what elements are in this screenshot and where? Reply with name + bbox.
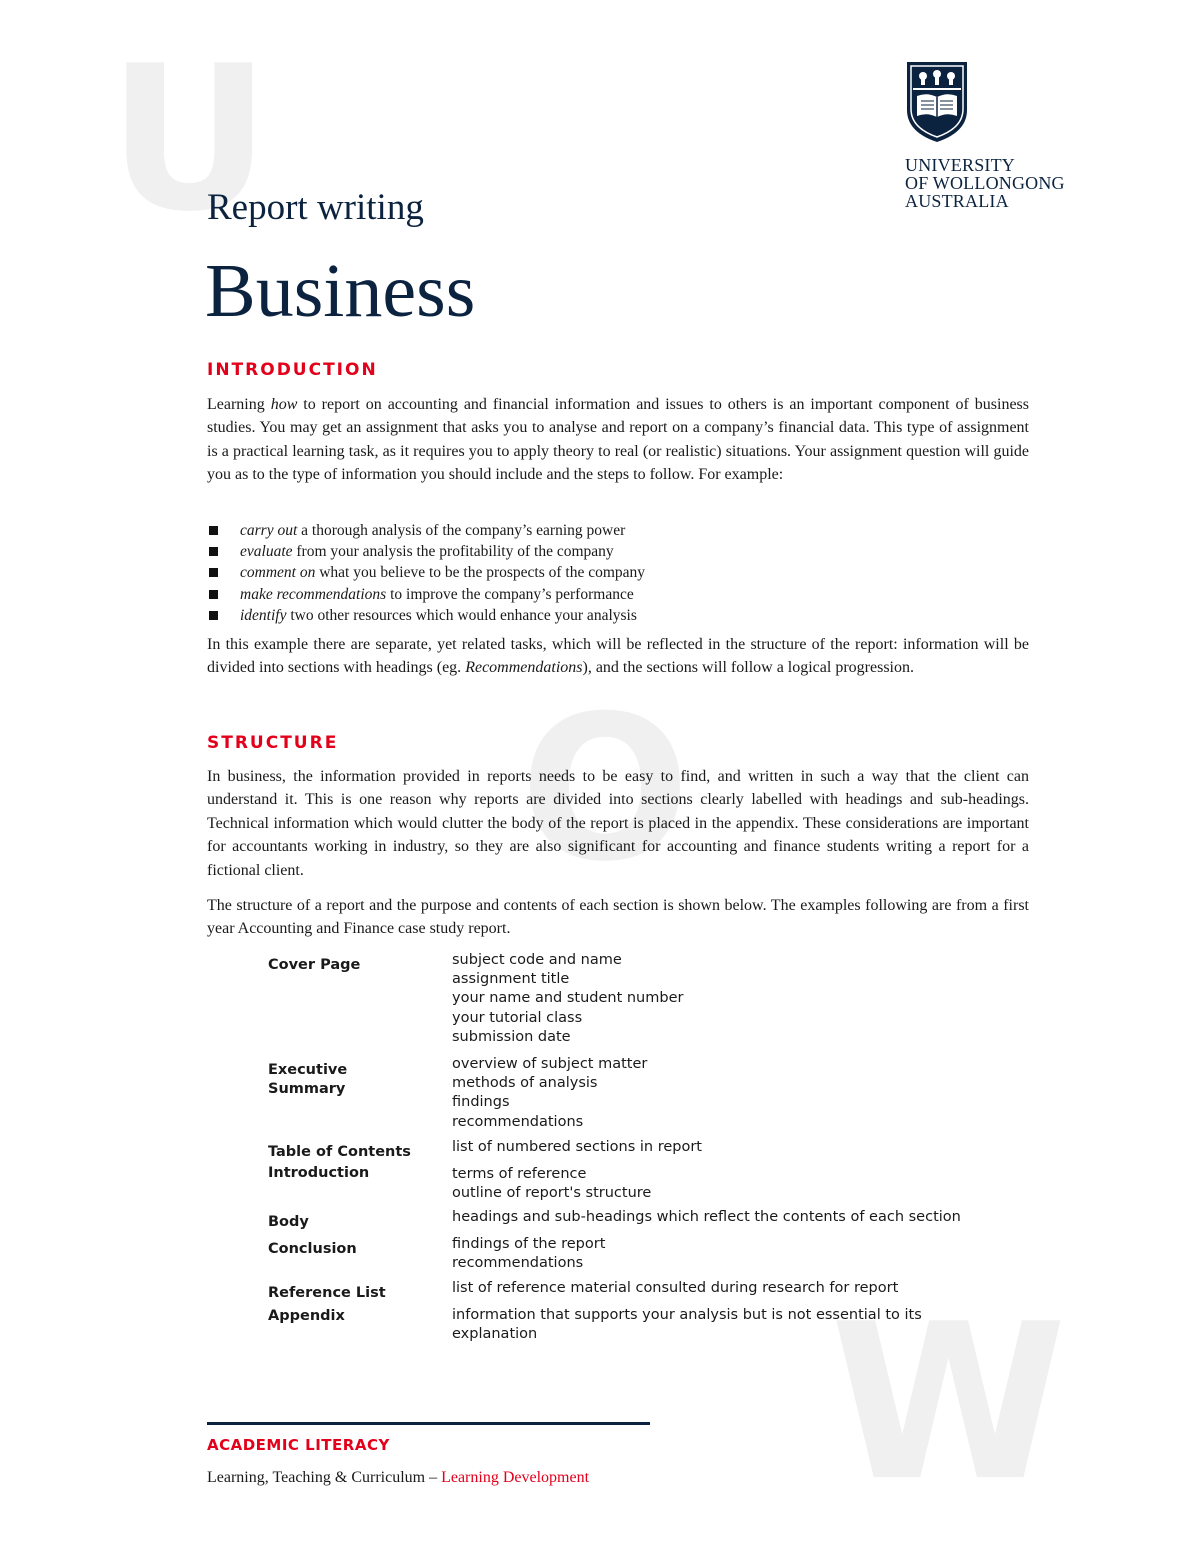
- logo-line-3: AUSTRALIA: [905, 191, 1009, 211]
- list-item: identify two other resources which would enhance your analysis: [207, 605, 645, 626]
- structure-row-introduction: [268, 1165, 988, 1203]
- structure-row-executive-summary: [268, 1055, 988, 1132]
- list-item: carry out a thorough analysis of the company’s earning power: [207, 520, 645, 541]
- structure-paragraph: In business, the information provided in reports needs to be easy to find, and written in such a way that the client can understand it. This is one reason why reports are divided into sections clearly labelled with headings and sub-headings. Technical information which would clutter the body of the report is placed in the appendix. These considerations are important for accountants working in industry, so they are also significant for accounting and finance students writing a report for a fictional client.: [207, 768, 1029, 879]
- section-term: Appendix: [268, 1307, 345, 1324]
- section-description: list of reference material consulted during research for report: [452, 1279, 899, 1296]
- square-bullet-icon: [209, 568, 218, 577]
- footer-department: Learning, Teaching & Curriculum – Learning Development: [207, 1469, 590, 1486]
- section-term: Introduction: [268, 1164, 370, 1181]
- section-term: Cover Page: [268, 957, 361, 973]
- list-item: make recommendations to improve the company’s performance: [207, 584, 645, 605]
- square-bullet-icon: [209, 526, 218, 535]
- section-description: terms of reference outline of report's structure: [452, 1165, 652, 1202]
- section-description: overview of subject matter methods of analysis findings recommendations: [452, 1056, 648, 1130]
- page-subtitle: Report writing: [207, 187, 424, 228]
- university-logo: [905, 60, 1065, 210]
- page-title: Business: [205, 249, 476, 333]
- section-description: information that supports your analysis but is not essential to its explanation: [452, 1306, 922, 1342]
- square-bullet-icon: [209, 590, 218, 599]
- square-bullet-icon: [209, 611, 218, 620]
- structure-row-body: [268, 1208, 988, 1230]
- logo-line-1: UNIVERSITY: [905, 155, 1015, 175]
- section-description: list of numbered sections in report: [452, 1138, 702, 1155]
- structure-row-conclusion: [268, 1235, 988, 1273]
- introduction-paragraph-2: In this example there are separate, yet related tasks, which will be reflected in the structure of the report: information will be divided into sections with headings (eg. Recommendations), and the sections will follow a logical progression.: [207, 636, 1029, 677]
- section-term: Reference List: [268, 1284, 386, 1301]
- watermark-o: O: [520, 673, 691, 906]
- section-term: Conclusion: [268, 1241, 357, 1258]
- example-task-list: [207, 520, 645, 626]
- structure-row-table-of-contents: [268, 1138, 988, 1160]
- report-structure-table: [268, 951, 988, 1344]
- square-bullet-icon: [209, 547, 218, 556]
- structure-heading: STRUCTURE: [207, 733, 339, 753]
- watermark-w: W: [830, 1277, 1068, 1528]
- structure-row-reference-list: [268, 1279, 988, 1301]
- footer-heading: ACADEMIC LITERACY: [207, 1436, 390, 1454]
- list-item: comment on what you believe to be the prospects of the company: [207, 562, 645, 583]
- section-description: headings and sub-headings which reflect the contents of each section: [452, 1209, 961, 1226]
- introduction-paragraph: Learning how to report on accounting and financial information and issues to others is an important component of business studies. You may get an assignment that asks you to analyse and report on a company’s financial data. This type of assignment is a practical learning task, as it requires you to apply theory to real (or realistic) situations. Your assignment question will guide you as to the type of information you should include and the steps to follow. For example:: [207, 396, 1030, 484]
- section-description: subject code and name assignment title your name and student number your tutorial class submission date: [452, 952, 684, 1045]
- structure-row-appendix: [268, 1306, 988, 1344]
- section-term: Table of Contents: [268, 1143, 411, 1160]
- section-term: Body: [268, 1214, 309, 1231]
- watermark-u: U: [108, 23, 271, 256]
- section-description: findings of the report recommendations: [452, 1236, 606, 1272]
- section-term: Executive Summary: [268, 1062, 348, 1098]
- structure-row-cover-page: [268, 951, 988, 1047]
- list-item: evaluate from your analysis the profitability of the company: [207, 541, 645, 562]
- crest-icon: [905, 60, 969, 144]
- logo-line-2: OF WOLLONGONG: [905, 173, 1065, 193]
- introduction-heading: INTRODUCTION: [207, 360, 378, 380]
- footer-divider: [207, 1422, 650, 1425]
- structure-paragraph-2: The structure of a report and the purpose and contents of each section is shown below. The examples following are from a first year Accounting and Finance case study report.: [207, 897, 1029, 938]
